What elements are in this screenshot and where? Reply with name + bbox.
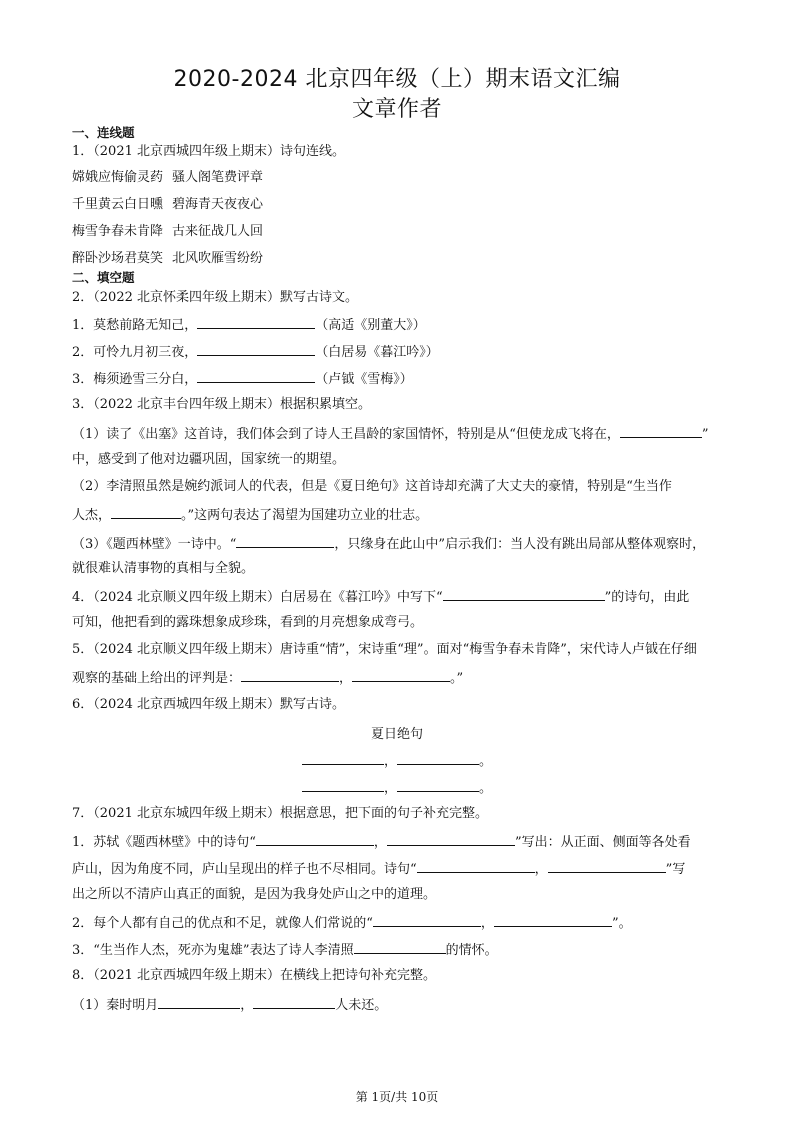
matching-right: 骚人阁笔费评章 [172,170,264,185]
item-text: 观察的基础上给出的评判是： [72,671,242,686]
doc-title: 2020-2024 北京四年级（上）期末语文汇编 [173,67,621,92]
answer-blank[interactable] [197,316,315,329]
answer-blank[interactable] [241,669,339,682]
question-3-stem: 3．（2022 北京丰台四年级上期末）根据积累填空。 [72,397,371,412]
item-text: （1）秦时明月 [72,998,159,1013]
answer-blank[interactable] [352,669,450,682]
question-8-part-1 [72,996,387,1014]
item-text: ， [534,862,548,877]
question-3-part-2: （2）李清照虽然是婉约派词人的代表，但是《夏日绝句》这首诗却充满了大丈夫的豪情，特别是“生当作 [72,479,672,494]
item-text: ， [480,916,494,931]
question-6-stem: 6．（2024 北京西城四年级上期末）默写古诗。 [72,697,345,712]
item-text: 1．莫愁前路无知己， [72,318,198,333]
answer-blank[interactable] [302,752,384,765]
item-text: ”。 [611,916,632,931]
answer-blank[interactable] [548,860,666,873]
item-source: （白居易《暮江吟》） [315,345,439,360]
question-3-part-1-cont: 中，感受到了他对边疆巩固，国家统一的期望。 [72,452,346,467]
matching-row [72,224,264,240]
item-text: （1）读了《出塞》这首诗，我们体会到了诗人王昌龄的家国情怀，特别是从“但使龙成飞将在， [72,427,620,442]
item-text: ， [383,781,397,796]
item-text: 。 [479,781,493,796]
item-text: 1．苏轼《题西林壁》中的诗句“ [72,835,256,850]
question-2-item [72,370,413,388]
matching-left: 嫦娥应悔偷灵药 [72,170,164,185]
matching-right: 古来征战几人回 [172,224,264,239]
section-heading-matching: 一、连线题 [72,125,135,140]
question-3-part-3-cont: 就很难认清事物的真相与全貌。 [72,561,255,576]
answer-blank[interactable] [197,343,315,356]
item-text: ”写出：从正面、侧面等各处看 [514,835,691,850]
item-source: （卢钺《雪梅》） [315,372,413,387]
item-text: 庐山，因为角度不同，庐山呈现出的样子也不尽相同。诗句“ [72,862,417,877]
question-5-cont [72,669,463,687]
item-text: ， [383,754,397,769]
poem-line [0,779,794,797]
question-8-stem: 8．（2021 北京西城四年级上期末）在横线上把诗句补充完整。 [72,968,436,983]
answer-blank[interactable] [373,914,481,927]
answer-blank[interactable] [397,779,479,792]
answer-blank[interactable] [387,833,515,846]
question-1-stem: 1．（2021 北京西城四年级上期末）诗句连线。 [72,144,345,159]
item-text: 2．每个人都有自己的优点和不足，就像人们常说的“ [72,916,373,931]
matching-left: 醉卧沙场君莫笑 [72,251,164,266]
item-text: ，只缘身在此山中”启示我们：当人没有跳出局部从整体观察时， [334,537,706,552]
item-source: （高适《别董大》） [315,318,426,333]
matching-row [72,170,264,186]
item-text: 。”这两句表达了渴望为国建功立业的壮志。 [181,508,429,523]
question-7-part-3 [72,941,498,959]
question-3-part-2-cont [72,506,428,524]
item-text: 。 [479,754,493,769]
item-text: 3．梅须逊雪三分白， [72,372,198,387]
item-text: ”写 [665,862,686,877]
question-7-part-1-end: 出之所以不清庐山真正的面貌，是因为我身处庐山之中的道理。 [72,887,437,902]
question-2-item [72,316,426,334]
item-text: 4．（2024 北京顺义四年级上期末）白居易在《暮江吟》中写下“ [72,590,443,605]
answer-blank[interactable] [443,588,605,601]
question-5: 5．（2024 北京顺义四年级上期末）唐诗重“情”，宋诗重“理”。面对“梅雪争春未肯降”，宋代诗人卢钺在仔细 [72,642,697,657]
answer-blank[interactable] [302,779,384,792]
item-text: 2．可怜九月初三夜， [72,345,198,360]
question-7-part-1 [72,833,691,851]
answer-blank[interactable] [417,860,535,873]
page-number: 第 1页/共 10页 [355,1090,439,1104]
item-text: ， [373,835,387,850]
matching-right: 北风吹雁雪纷纷 [172,251,264,266]
question-7-part-2 [72,914,632,932]
item-text: ”的诗句，由此 [604,590,690,605]
question-2-item [72,343,439,361]
item-text: （3）《题西林壁》一诗中。“ [72,537,237,552]
answer-blank[interactable] [197,370,315,383]
answer-blank[interactable] [256,833,374,846]
item-text: 。” [450,671,464,686]
item-text: 3．“生当作人杰，死亦为鬼雄”表达了诗人李清照 [72,943,354,958]
question-7-stem: 7．（2021 北京东城四年级上期末）根据意思，把下面的句子补充完整。 [72,806,488,821]
matching-left: 千里黄云白日曛 [72,197,164,212]
answer-blank[interactable] [158,996,240,1009]
matching-row [72,197,264,213]
item-text: 人杰， [72,508,112,523]
question-4 [72,588,689,606]
matching-row [72,251,264,267]
answer-blank[interactable] [620,425,702,438]
answer-blank[interactable] [494,914,612,927]
answer-blank[interactable] [354,941,446,954]
question-2-stem: 2．（2022 北京怀柔四年级上期末）默写古诗文。 [72,290,358,305]
question-7-part-1-cont [72,860,685,878]
answer-blank[interactable] [253,996,335,1009]
question-3-part-3 [72,535,705,553]
matching-right: 碧海青天夜夜心 [172,197,264,212]
doc-subtitle: 文章作者 [351,97,442,122]
question-4-cont: 可知，他把看到的露珠想象成珍珠，看到的月亮想象成弯弓。 [72,615,424,630]
item-text: ” [701,427,709,442]
poem-line [0,752,794,770]
answer-blank[interactable] [236,535,334,548]
question-3-part-1 [72,425,709,443]
item-text: 人未还。 [335,998,388,1013]
item-text: 的情怀。 [445,943,498,958]
item-text: ， [339,671,353,686]
answer-blank[interactable] [111,506,181,519]
matching-left: 梅雪争春未肯降 [72,224,164,239]
answer-blank[interactable] [397,752,479,765]
section-heading-fill: 二、填空题 [72,270,135,285]
poem-title: 夏日绝句 [370,727,423,742]
item-text: ， [240,998,254,1013]
